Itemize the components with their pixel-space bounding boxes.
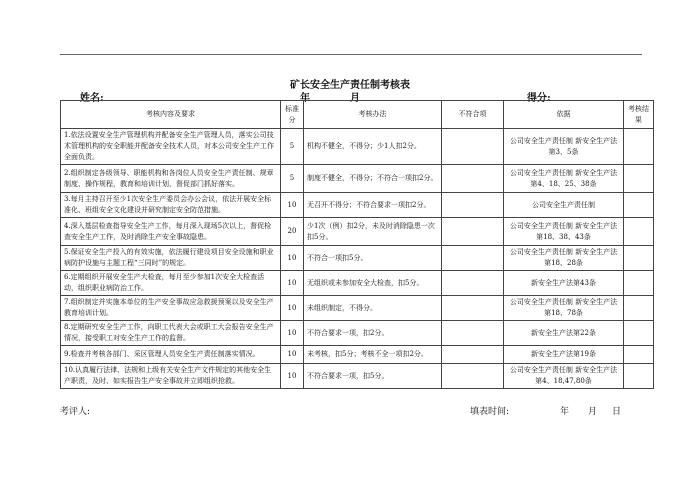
- row-basis: 新安全生产法第19条: [504, 346, 624, 364]
- row-method: 不符合一项扣5分。: [304, 246, 442, 271]
- table-row: [61, 165, 654, 193]
- name-label: 姓名:: [80, 93, 104, 104]
- row-result: [624, 246, 654, 271]
- month-label: 月: [350, 93, 360, 104]
- row-content: 4.深入基层检查指导安全生产工作，每月深入现场5次以上，督促检查安全生产工作，及时消除生产安全事故隐患。: [61, 218, 281, 246]
- row-score: 5: [281, 129, 304, 165]
- row-result: [624, 364, 654, 389]
- table-row: [61, 364, 654, 389]
- score-label: 得分:: [527, 93, 551, 104]
- row-mismatch: [442, 218, 504, 246]
- table-row: [61, 246, 654, 271]
- row-method: 不符合要求一项，扣2分。: [304, 321, 442, 346]
- row-mismatch: [442, 364, 504, 389]
- row-score: 20: [281, 218, 304, 246]
- row-content: 7.组织制定并实施本单位的生产安全事故应急救援预案以及安全生产教育培训计划。: [61, 296, 281, 321]
- row-result: [624, 271, 654, 296]
- assessment-table: [60, 100, 654, 389]
- row-basis: 公司安全生产责任制 新安全生产法第18、38、43条: [504, 218, 624, 246]
- row-content: 2.组织制定各级领导、职能机构和各岗位人员安全生产责任制、规章制度、操作规程，教育和培训计划，督促部门抓好落实。: [61, 165, 281, 193]
- top-rule: [60, 54, 642, 55]
- table-header-row: [61, 101, 654, 129]
- row-mismatch: [442, 271, 504, 296]
- row-content: 10.认真履行法律、法规和上级有关安全生产文件规定的其他安全生产职责，及时、如实报告生产安全事故并立即组织抢救。: [61, 364, 281, 389]
- row-basis: 公司安全生产责任制 新安全生产法第4、18、25、38条: [504, 165, 624, 193]
- row-method: 不符合要求一项，扣5分。: [304, 364, 442, 389]
- row-mismatch: [442, 346, 504, 364]
- row-basis: 公司安全生产责任制 新安全生产法第18、78条: [504, 296, 624, 321]
- row-mismatch: [442, 165, 504, 193]
- row-content: 5.保证安全生产投入的有效实施，依法履行建设项目安全设施和职业病防护设施与主题工程“三同时”的规定。: [61, 246, 281, 271]
- row-content: 9.检查并考核各部门、采区管理人员安全生产责任制落实情况。: [61, 346, 281, 364]
- row-content: 3.每月主持召开至少1次安全生产委员会办公会议，依法开展安全标准化、班组安全文化建设并研究制定安全防范措施。: [61, 193, 281, 218]
- assessor-label: 考评人:: [60, 407, 91, 417]
- col-header-basis: 依据: [504, 101, 624, 129]
- table-row: [61, 321, 654, 346]
- table-row: [61, 271, 654, 296]
- footer-year-label: 年: [560, 407, 570, 417]
- row-score: 10: [281, 346, 304, 364]
- col-header-score: 标准分: [281, 101, 304, 129]
- row-score: 10: [281, 321, 304, 346]
- row-mismatch: [442, 321, 504, 346]
- col-header-result: 考核结果: [624, 101, 654, 129]
- row-score: 10: [281, 246, 304, 271]
- table-row: [61, 296, 654, 321]
- row-method: 机构不健全，不得分；少1人扣2分。: [304, 129, 442, 165]
- row-score: 10: [281, 193, 304, 218]
- footer-month-label: 月: [588, 407, 598, 417]
- table-row: [61, 193, 654, 218]
- row-basis: 公司安全生产责任制: [504, 193, 624, 218]
- row-method: 无召开不得分；不符合要求一项扣2分。: [304, 193, 442, 218]
- row-content: 8.定期研究安全生产工作，向职工代表大会或职工大会报告安全生产情况，接受职工对安全生产工作的监督。: [61, 321, 281, 346]
- col-header-mismatch: 不符合项: [442, 101, 504, 129]
- col-header-method: 考核办法: [304, 101, 442, 129]
- table-row: [61, 218, 654, 246]
- row-content: 6.定期组织开展安全生产大检查，每月至少参加1次安全大检查活动，组织职业病防治工作。: [61, 271, 281, 296]
- row-result: [624, 346, 654, 364]
- row-score: 10: [281, 364, 304, 389]
- row-method: 少1次（例）扣2分，未及时消除隐患一次扣5分。: [304, 218, 442, 246]
- row-method: 无组织或未参加安全大检查，扣5分。: [304, 271, 442, 296]
- table-row: [61, 129, 654, 165]
- row-score: 10: [281, 271, 304, 296]
- row-result: [624, 129, 654, 165]
- col-header-content: 考核内容及要求: [61, 101, 281, 129]
- row-basis: 新安全生产法第22条: [504, 321, 624, 346]
- row-mismatch: [442, 246, 504, 271]
- row-result: [624, 296, 654, 321]
- table-row: [61, 346, 654, 364]
- row-method: 未考核，扣5分；考核不全一项扣2分。: [304, 346, 442, 364]
- row-result: [624, 321, 654, 346]
- year-label: 年: [300, 93, 310, 104]
- row-result: [624, 218, 654, 246]
- row-result: [624, 193, 654, 218]
- row-mismatch: [442, 193, 504, 218]
- row-score: 5: [281, 165, 304, 193]
- row-basis: 新安全生产法第43条: [504, 271, 624, 296]
- row-basis: 公司安全生产责任制 新安全生产法第3、5条: [504, 129, 624, 165]
- row-mismatch: [442, 129, 504, 165]
- page-title: 矿长安全生产责任制考核表: [290, 80, 410, 91]
- row-mismatch: [442, 296, 504, 321]
- row-method: 制度不健全，不得分；不符合一项扣2分。: [304, 165, 442, 193]
- row-basis: 公司安全生产责任制 新安全生产法第18、28条: [504, 246, 624, 271]
- row-result: [624, 165, 654, 193]
- footer-day-label: 日: [612, 407, 622, 417]
- row-method: 未组织制定，不得分。: [304, 296, 442, 321]
- row-basis: 公司安全生产责任制 新安全生产法第4、18,47,80条: [504, 364, 624, 389]
- row-content: 1.依法设置安全生产管理机构并配备安全生产管理人员，落实公司技术管理机构的安全职能并配备安全技术人员，对本公司安全生产工作全面负责。: [61, 129, 281, 165]
- date-label: 填表时间:: [470, 407, 510, 417]
- row-score: 10: [281, 296, 304, 321]
